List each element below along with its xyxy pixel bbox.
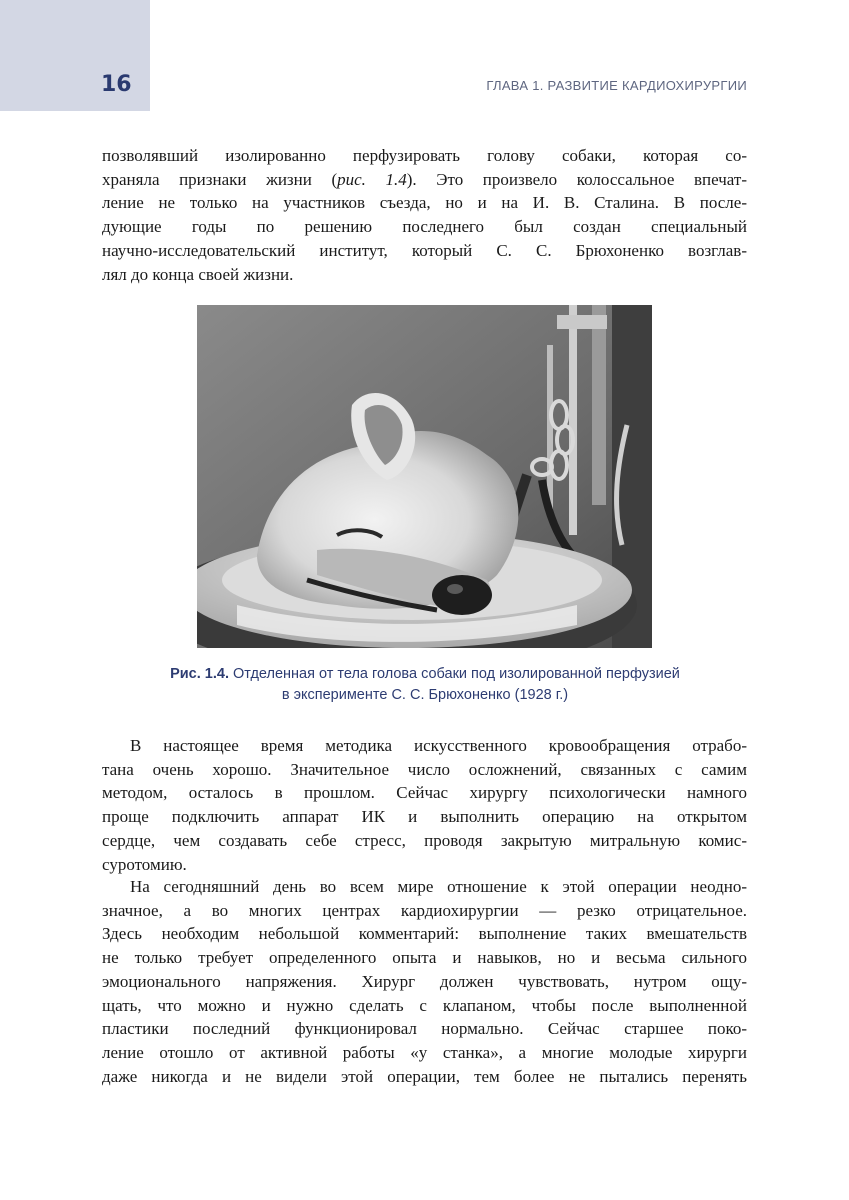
- text-line: щать, что можно и нужно сделать с клапаном, чтобы после выполненной: [102, 995, 747, 1015]
- text-line: научно-исследовательский институт, который С. С. Брюхоненко возглав-: [102, 240, 747, 260]
- text-line: позволявший изолированно перфузировать голову собаки, которая со-: [102, 146, 747, 165]
- text-line: На сегодняшний день во всем мире отношение к этой операции неодно-: [130, 877, 747, 896]
- text-run: ). Это произвело колоссальное впечат-: [406, 169, 748, 189]
- paragraph-1: [102, 144, 747, 286]
- figure-caption: [100, 664, 750, 706]
- text-line: не только требует определенного опыта и навыков, но и весьма сильного: [102, 948, 747, 968]
- caption-line: в эксперименте С. С. Брюхоненко (1928 г.): [281, 687, 569, 703]
- text-line: методом, осталось в прошлом. Сейчас хирургу психологически намного: [102, 783, 747, 803]
- paragraph-3: [102, 875, 747, 1088]
- text-line: ление не только на участников съезда, но и на И. В. Сталина. В после-: [102, 193, 747, 213]
- text-line: значное, а во многих центрах кардиохирургии — резко отрицательное.: [102, 900, 747, 920]
- text-line: сердце, чем создавать себе стресс, проводя закрытую митральную комис-: [102, 830, 747, 850]
- figure-label: Рис. 1.4.: [170, 666, 229, 682]
- text-line: эмоционального напряжения. Хирург должен чувствовать, нутром ощу-: [102, 971, 747, 991]
- paragraph-2: [102, 734, 747, 876]
- text-line: [102, 168, 747, 192]
- text-line: пластики последний функционировал нормально. Сейчас старшее поко-: [102, 1019, 747, 1039]
- text-line: ление отошло от активной работы «у станка», а многие молодые хирурги: [102, 1042, 747, 1062]
- figure-photo: [197, 305, 652, 648]
- text-line: лял до конца своей жизни.: [102, 264, 294, 284]
- text-run: храняла признаки жизни (: [102, 169, 338, 189]
- text-line: В настоящее время методика искусственного кровообращения отрабо-: [130, 736, 747, 755]
- text-line: Здесь необходим небольшой комментарий: выполнение таких вмешательств: [102, 924, 747, 944]
- caption-line: [100, 664, 750, 685]
- text-line: дующие годы по решению последнего был создан специальный: [102, 217, 747, 237]
- text-line: суротомию.: [102, 854, 187, 874]
- text-line: проще подключить аппарат ИК и выполнить операцию на открытом: [102, 807, 747, 827]
- figure-reference: рис. 1.4: [337, 169, 407, 189]
- text-line: тана очень хорошо. Значительное число осложнений, связанных с самим: [102, 759, 747, 779]
- page-number: 16: [101, 72, 132, 97]
- photo-illustration: [197, 305, 652, 648]
- text-line: даже никогда и не видели этой операции, тем более не пытались перенять: [102, 1066, 747, 1086]
- running-head: ГЛАВА 1. РАЗВИТИЕ КАРДИОХИРУРГИИ: [486, 78, 747, 93]
- caption-text: Отделенная от тела голова собаки под изолированной перфузией: [233, 666, 680, 682]
